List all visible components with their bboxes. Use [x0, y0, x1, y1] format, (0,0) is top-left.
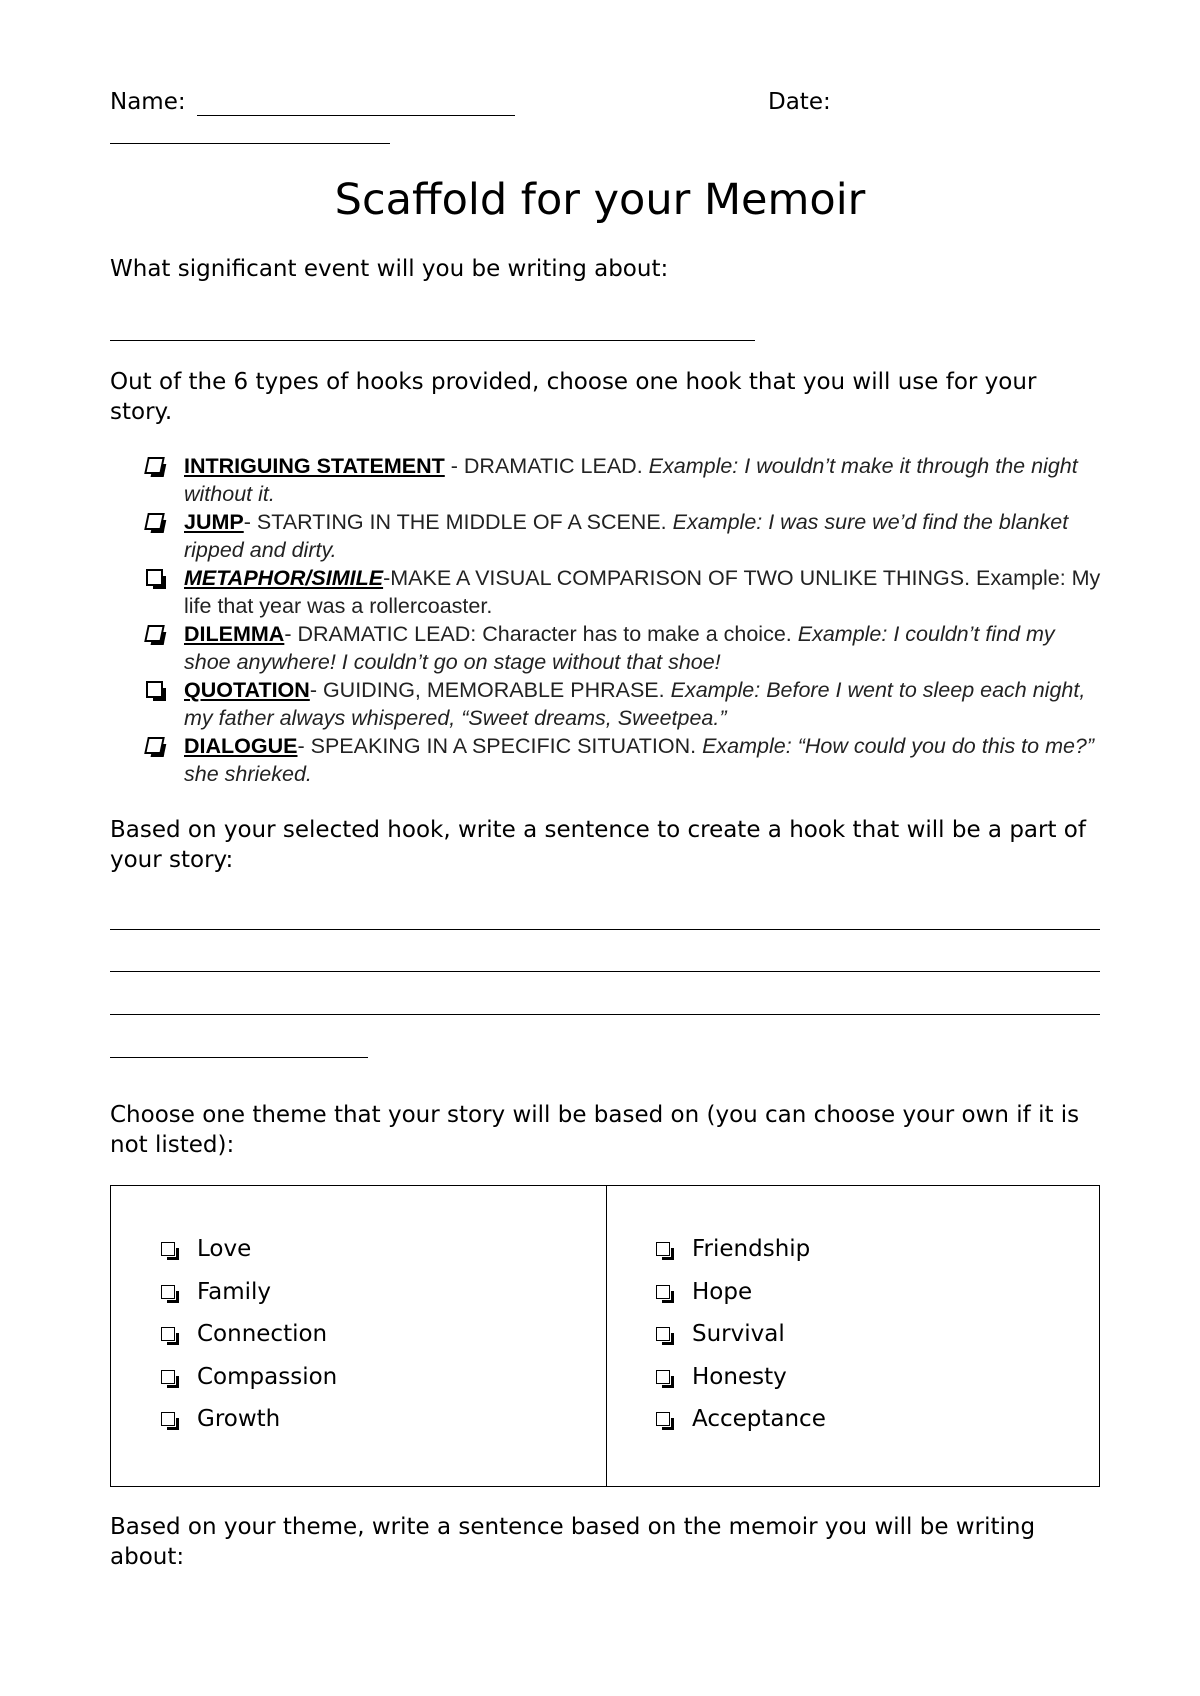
hook-description: DRAMATIC LEAD.: [463, 454, 649, 478]
checkbox-icon[interactable]: [144, 513, 165, 530]
hook-label: INTRIGUING STATEMENT: [184, 454, 445, 478]
theme-option-family[interactable]: [161, 1271, 337, 1314]
theme-label: Connection: [197, 1321, 328, 1347]
hook-list: [146, 452, 1106, 788]
question-hook-choice: Out of the 6 types of hooks provided, choose one hook that you will use for your story.: [110, 369, 1037, 425]
hook-item: [146, 732, 1106, 788]
hook-example: Example: I couldn’t find my shoe anywhere! I couldn’t go on stage without that shoe!: [184, 622, 1055, 674]
theme-column-left: [161, 1228, 337, 1441]
theme-label: Acceptance: [692, 1406, 826, 1432]
checkbox-icon[interactable]: [161, 1242, 175, 1256]
theme-option-friendship[interactable]: [656, 1228, 826, 1271]
theme-table: [110, 1185, 1100, 1487]
hook-example: Example: I wouldn’t make it through the night without it.: [184, 454, 1078, 506]
checkbox-icon[interactable]: [656, 1370, 670, 1384]
answer-line[interactable]: [110, 1014, 1100, 1015]
checkbox-icon[interactable]: [161, 1327, 175, 1341]
theme-option-connection[interactable]: [161, 1313, 337, 1356]
theme-label: Honesty: [692, 1363, 787, 1390]
hook-label: DIALOGUE: [184, 734, 298, 758]
theme-option-acceptance[interactable]: [656, 1398, 826, 1441]
theme-option-love[interactable]: [161, 1228, 337, 1271]
theme-column-right: [656, 1228, 826, 1441]
answer-line[interactable]: [110, 1057, 368, 1058]
hook-item: [146, 452, 1106, 508]
theme-option-honesty[interactable]: [656, 1356, 826, 1399]
checkbox-icon[interactable]: [161, 1370, 175, 1384]
hook-item: [146, 564, 1106, 620]
theme-label: Hope: [692, 1278, 753, 1305]
question-significant-event: What significant event will you be writing about:: [110, 256, 669, 282]
theme-option-survival[interactable]: [656, 1313, 826, 1356]
theme-label: Family: [197, 1278, 272, 1305]
answer-line[interactable]: [110, 971, 1100, 972]
answer-line[interactable]: [110, 929, 1100, 930]
hook-separator: -: [243, 510, 257, 534]
checkbox-icon[interactable]: [161, 1285, 175, 1299]
hook-example: Example: “How could you do this to me?” she shrieked.: [184, 734, 1095, 786]
theme-option-hope[interactable]: [656, 1271, 826, 1314]
hook-example: Example: I was sure we’d find the blanket ripped and dirty.: [184, 510, 1069, 562]
table-divider: [606, 1186, 607, 1486]
hook-description: DRAMATIC LEAD: Character has to make a choice.: [297, 622, 798, 646]
theme-label: Friendship: [692, 1236, 811, 1262]
checkbox-icon[interactable]: [656, 1412, 670, 1426]
hook-description: MAKE A VISUAL COMPARISON OF TWO UNLIKE THINGS. Example: My life that year was a rollercoaster.: [184, 566, 1101, 618]
date-field-line[interactable]: [110, 143, 390, 144]
question-theme: Choose one theme that your story will be based on (you can choose your own if it is not listed):: [110, 1102, 1080, 1158]
name-label: Name:: [110, 89, 186, 115]
checkbox-icon[interactable]: [146, 569, 163, 586]
checkbox-icon[interactable]: [146, 681, 163, 698]
hook-description: SPEAKING IN A SPECIFIC SITUATION.: [310, 734, 703, 758]
checkbox-icon[interactable]: [656, 1327, 670, 1341]
checkbox-icon[interactable]: [161, 1412, 175, 1426]
hook-label: QUOTATION: [184, 678, 310, 702]
theme-label: Compassion: [197, 1363, 338, 1390]
theme-label: Growth: [197, 1406, 281, 1432]
theme-label: Love: [197, 1236, 252, 1262]
hook-label: DILEMMA: [184, 622, 285, 646]
theme-label: Survival: [692, 1321, 785, 1347]
hook-description: STARTING IN THE MIDDLE OF A SCENE.: [256, 510, 673, 534]
checkbox-icon[interactable]: [656, 1242, 670, 1256]
theme-option-growth[interactable]: [161, 1398, 337, 1441]
hook-item: [146, 508, 1106, 564]
checkbox-icon[interactable]: [144, 457, 165, 474]
theme-option-compassion[interactable]: [161, 1356, 337, 1399]
hook-item: [146, 676, 1106, 732]
checkbox-icon[interactable]: [144, 737, 165, 754]
hook-label: JUMP: [184, 510, 244, 534]
hook-separator: -: [309, 678, 323, 702]
hook-description: GUIDING, MEMORABLE PHRASE.: [322, 678, 671, 702]
date-label: Date:: [768, 89, 831, 115]
hook-separator: -: [297, 734, 311, 758]
answer-line-event[interactable]: [110, 340, 755, 341]
question-theme-sentence: Based on your theme, write a sentence based on the memoir you will be writing about:: [110, 1514, 1036, 1570]
hook-item: [146, 620, 1106, 676]
question-hook-sentence: Based on your selected hook, write a sentence to create a hook that will be a part of your story:: [110, 817, 1086, 873]
checkbox-icon[interactable]: [144, 625, 165, 642]
checkbox-icon[interactable]: [656, 1285, 670, 1299]
hook-label: METAPHOR/SIMILE: [184, 566, 384, 590]
name-field-line[interactable]: [197, 115, 515, 116]
hook-separator: -: [383, 566, 391, 590]
hook-example: Example: Before I went to sleep each night, my father always whispered, “Sweet dreams, Sweetpea.”: [184, 678, 1086, 730]
hook-separator: -: [444, 454, 464, 478]
page-title: Scaffold for your Memoir: [334, 175, 866, 225]
hook-separator: -: [284, 622, 298, 646]
